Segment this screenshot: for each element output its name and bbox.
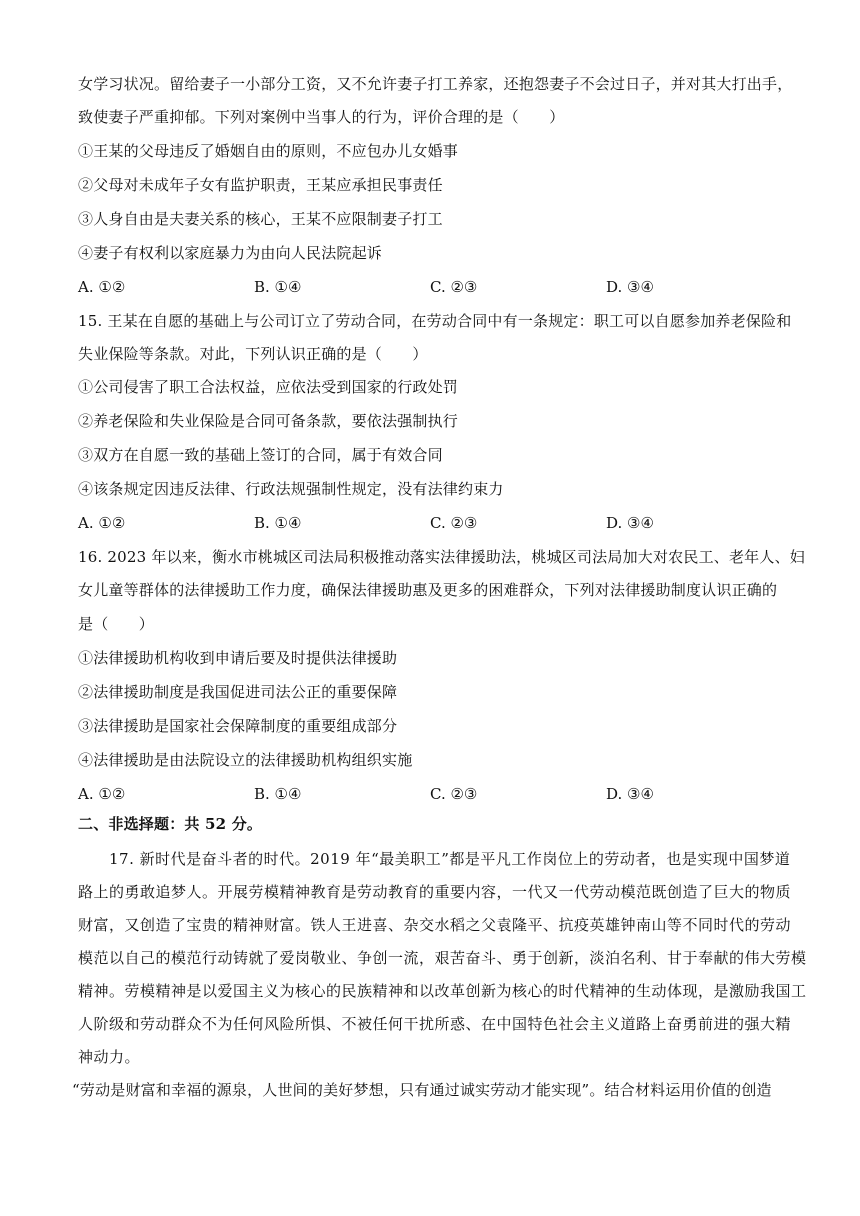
q14-option-c[interactable]: C. ②③ [430,278,478,296]
q15-stem-line-2: 失业保险等条款。对此，下列认识正确的是（ ） [78,345,428,363]
q16-options [78,784,788,804]
q14-option-d[interactable]: D. ③④ [606,278,654,296]
q16-stem-line-2: 女儿童等群体的法律援助工作力度，确保法律援助惠及更多的困难群众，下列对法律援助制度认识正确的 [78,581,778,599]
q15-option-d[interactable]: D. ③④ [606,514,654,532]
q16-stem-line-1: 16. 2023 年以来，衡水市桃城区司法局积极推动落实法律援助法，桃城区司法局加大对农民工、老年人、妇 [78,548,805,566]
q15-stem-line-1: 15. 王某在自愿的基础上与公司订立了劳动合同，在劳动合同中有一条规定：职工可以自愿参加养老保险和 [78,312,792,330]
q17-material-line-3: 财富，又创造了宝贵的精神财富。铁人王进喜、杂交水稻之父袁隆平、抗疫英雄钟南山等不同时代的劳动 [78,916,792,934]
q14-option-b[interactable]: B. ①④ [254,278,302,296]
q16-statement-4: ④法律援助是由法院设立的法律援助机构组织实施 [78,751,413,769]
q17-material-line-4: 模范以自己的模范行动铸就了爱岗敬业、争创一流，艰苦奋斗、勇于创新，淡泊名利、甘于奉献的伟大劳模 [78,949,807,967]
q15-options [78,513,788,533]
q16-option-a[interactable]: A. ①② [78,785,126,803]
q16-statement-3: ③法律援助是国家社会保障制度的重要组成部分 [78,717,398,735]
q17-material-line-6: 人阶级和劳动群众不为任何风险所惧、不被任何干扰所惑、在中国特色社会主义道路上奋勇前进的强大精 [78,1015,792,1033]
q15-option-b[interactable]: B. ①④ [254,514,302,532]
q17-material-line-7: 神动力。 [78,1048,141,1066]
q15-statement-3: ③双方在自愿一致的基础上签订的合同，属于有效合同 [78,446,443,464]
q14-option-a[interactable]: A. ①② [78,278,126,296]
q14-statement-2: ②父母对未成年子女有监护职责，王某应承担民事责任 [78,176,443,194]
q14-statement-3: ③人身自由是夫妻关系的核心，王某不应限制妻子打工 [78,210,443,228]
q16-option-b[interactable]: B. ①④ [254,785,302,803]
q17-material-line-2: 路上的勇敢追梦人。开展劳模精神教育是劳动教育的重要内容，一代又一代劳动模范既创造了巨大的物质 [78,883,792,901]
q17-material-line-5: 精神。劳模精神是以爱国主义为核心的民族精神和以改革创新为核心的时代精神的生动体现，是激励我国工 [78,982,807,1000]
q16-option-c[interactable]: C. ②③ [430,785,478,803]
q15-option-c[interactable]: C. ②③ [430,514,478,532]
q16-statement-1: ①法律援助机构收到申请后要及时提供法律援助 [78,649,398,667]
q14-stem-line-2: 致使妻子严重抑郁。下列对案例中当事人的行为，评价合理的是（ ） [78,108,565,126]
q15-option-a[interactable]: A. ①② [78,514,126,532]
q14-statement-4: ④妻子有权利以家庭暴力为由向人民法院起诉 [78,244,383,262]
q15-statement-2: ②养老保险和失业保险是合同可备条款，要依法强制执行 [78,412,459,430]
q15-statement-1: ①公司侵害了职工合法权益，应依法受到国家的行政处罚 [78,378,459,396]
q16-option-d[interactable]: D. ③④ [606,785,654,803]
q14-options [78,277,788,297]
q14-stem-line-1: 女学习状况。留给妻子一小部分工资，又不允许妻子打工养家，还抱怨妻子不会过日子，并对其大打出手， [78,75,793,93]
q16-stem-line-3: 是（ ） [78,615,155,633]
q17-material-line-1: 17. 新时代是奋斗者的时代。2019 年“最美职工”都是平凡工作岗位上的劳动者，也是实现中国梦道 [78,850,791,868]
section-heading: 二、非选择题：共 52 分。 [78,815,263,833]
q16-statement-2: ②法律援助制度是我国促进司法公正的重要保障 [78,683,398,701]
q17-question-line: “劳动是财富和幸福的源泉，人世间的美好梦想，只有通过诚实劳动才能实现”。结合材料运用价值的创造 [72,1081,772,1099]
q15-statement-4: ④该条规定因违反法律、行政法规强制性规定，没有法律约束力 [78,480,504,498]
q14-statement-1: ①王某的父母违反了婚姻自由的原则，不应包办儿女婚事 [78,142,459,160]
